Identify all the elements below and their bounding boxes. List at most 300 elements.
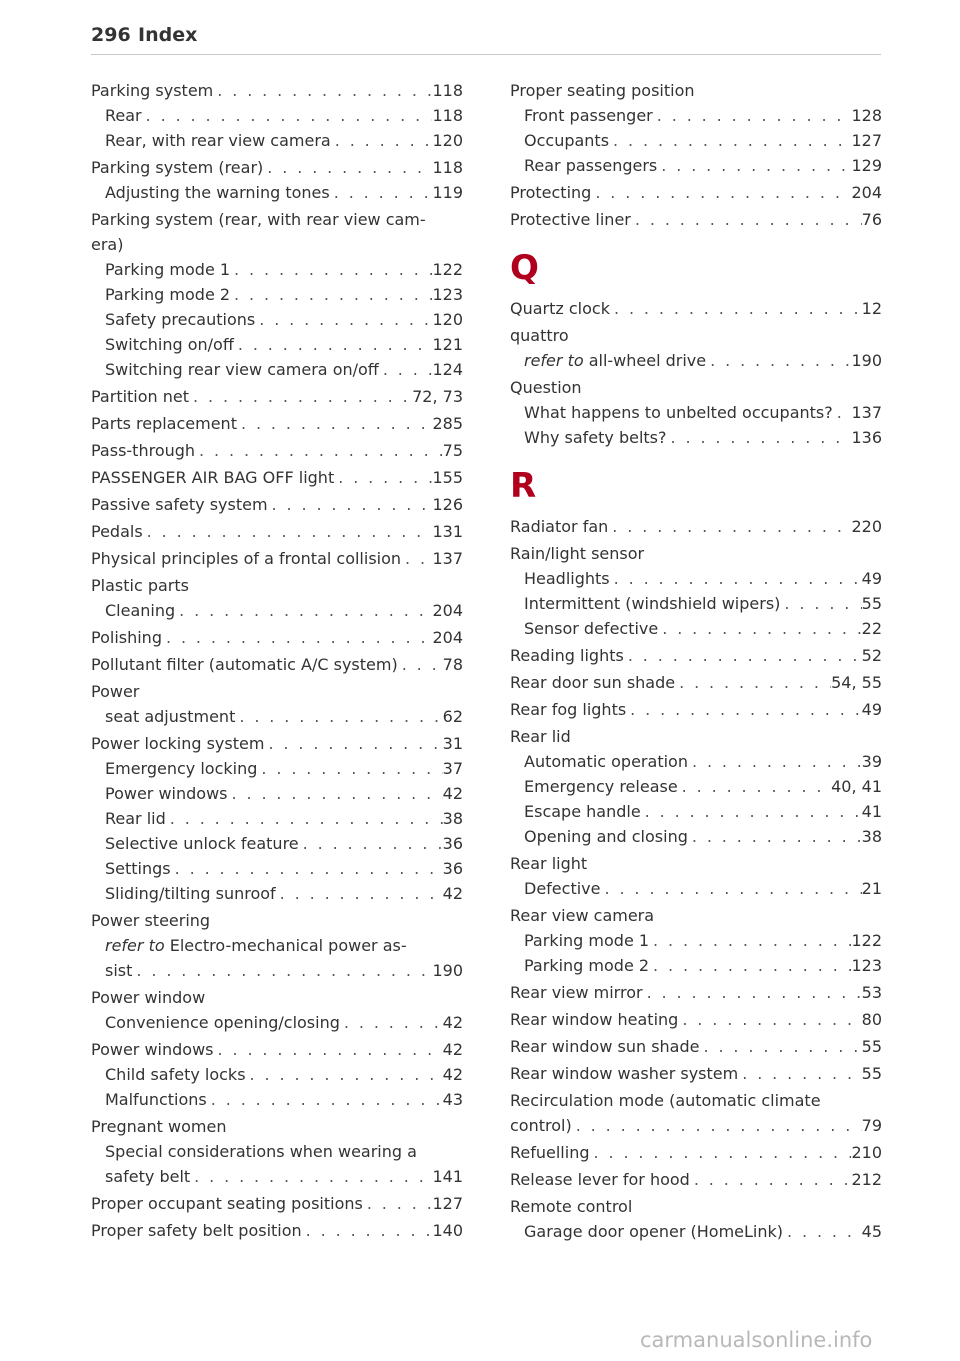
dot-leader [591,180,851,205]
entry-label: Escape handle [524,802,641,821]
entry-text [91,911,210,930]
entry-text [524,616,658,641]
dot-leader [641,799,862,824]
page-reference: 118 [432,158,463,177]
index-entry [510,180,882,205]
entry-text [510,643,624,668]
index-entry [91,519,463,544]
entry-label: Parking system [91,81,214,100]
dot-leader [649,928,851,953]
page-reference: 54, 55 [831,673,882,692]
index-entry [91,232,463,257]
entry-text [524,799,641,824]
index-entry [510,514,882,539]
index-subentry [91,128,463,153]
index-entry [510,1034,882,1059]
dot-leader [590,1140,852,1165]
index-subentry [510,153,882,178]
index-subentry [91,282,463,307]
index-subentry [510,928,882,953]
entry-label: Proper safety belt position [91,1221,302,1240]
page-reference: 31 [442,734,463,753]
index-subentry [91,806,463,831]
dot-leader [675,670,831,695]
entry-label: Parking system (rear, with rear view cam- [91,210,426,229]
entry-text [524,928,649,953]
index-subentry [510,128,882,153]
index-entry [91,155,463,180]
entry-text [510,906,654,925]
index-entry [91,652,463,677]
page-reference: 190 [851,351,882,370]
index-entry [91,207,463,232]
index-entry [510,296,882,321]
entry-label: Garage door opener (HomeLink) [524,1222,784,1241]
dot-leader [626,697,861,722]
index-entry [510,1088,882,1113]
page-reference: 124 [432,360,463,379]
page-reference: 118 [432,106,463,125]
entry-text [105,282,230,307]
index-entry [91,465,463,490]
page-reference: 36 [442,834,463,853]
index-entry [91,573,463,598]
entry-label: Power [91,682,140,701]
entry-text [91,155,263,180]
entry-text [91,411,237,436]
index-subentry [91,781,463,806]
entry-label: Opening and closing [524,827,688,846]
entry-label: Quartz clock [510,299,610,318]
page-reference: 55 [861,1037,882,1056]
page-reference: 36 [442,859,463,878]
entry-label: Special considerations when wearing a [105,1142,417,1161]
page-reference: 49 [861,569,882,588]
page-reference: 126 [432,495,463,514]
entry-label: Adjusting the warning tones [105,183,330,202]
index-entry [510,1113,882,1138]
entry-label: Protective liner [510,210,631,229]
index-subentry [510,425,882,450]
entry-text [105,357,379,382]
index-entry [510,1140,882,1165]
dot-leader [609,128,851,153]
dot-leader [688,824,862,849]
entry-text [91,682,139,701]
index-subentry [91,1087,463,1112]
entry-text [91,731,264,756]
index-entry [510,1007,882,1032]
index-column-right [510,76,882,1244]
entry-label: Passive safety system [91,495,268,514]
page-reference: 53 [861,983,882,1002]
index-subentry [510,876,882,901]
entry-label: Protecting [510,183,592,202]
index-entry [510,323,882,348]
dot-leader [688,749,862,774]
entry-label: Physical principles of a frontal collision [91,549,402,568]
index-entry [91,546,463,571]
index-entry [510,1194,882,1219]
entry-text [510,727,571,746]
entry-text [510,1113,572,1138]
page-reference: 118 [432,81,463,100]
page-reference: 220 [851,517,882,536]
index-entry [91,411,463,436]
page-title: Index [138,24,198,46]
dot-leader [268,492,433,517]
dot-leader [783,1219,862,1244]
entry-label: Proper seating position [510,81,695,100]
entry-text [510,854,587,873]
index-entry [510,207,882,232]
entry-label: Parking system (rear) [91,158,264,177]
index-subentry [91,257,463,282]
page-reference: 120 [432,131,463,150]
entry-text [524,824,688,849]
index-letter-heading: R [510,466,537,506]
entry-label: Parking mode 2 [105,285,231,304]
index-subentry [91,756,463,781]
entry-text [91,438,195,463]
entry-text [91,1117,226,1136]
entry-text [524,425,667,450]
entry-label: Power steering [91,911,211,930]
dot-leader [189,384,412,409]
dot-leader [706,348,851,373]
entry-label: seat adjustment [105,707,236,726]
entry-label: Sensor defective [524,619,659,638]
entry-label: Question [510,378,582,397]
page-reference: 80 [861,1010,882,1029]
index-subentry [91,180,463,205]
index-subentry [510,103,882,128]
index-subentry [91,933,463,958]
page-reference: 137 [851,403,882,422]
dot-leader [649,953,851,978]
entry-text [105,128,331,153]
dot-leader [738,1061,861,1086]
page-reference: 141 [432,1167,463,1186]
entry-text [510,1197,632,1216]
dot-leader [610,296,862,321]
entry-text [524,591,780,616]
entry-label: Parking mode 1 [524,931,650,950]
entry-label: Plastic parts [91,576,189,595]
index-entry [91,731,463,756]
entry-text [510,1091,821,1110]
entry-label: Rear view camera [510,906,655,925]
dot-leader [230,257,432,282]
entry-label: Rear, with rear view camera [105,131,331,150]
entry-label: Power window [91,988,206,1007]
entry-text [105,881,276,906]
index-entry [91,492,463,517]
index-entry [91,1191,463,1216]
entry-label: Rear window sun shade [510,1037,700,1056]
dot-leader [263,155,432,180]
page-reference: 52 [861,646,882,665]
index-subentry [91,103,463,128]
entry-label: Partition net [91,387,190,406]
index-subentry [91,1062,463,1087]
entry-label: Rear lid [105,809,166,828]
dot-leader [600,876,861,901]
dot-leader [162,625,432,650]
dot-leader [143,519,433,544]
entry-text [91,465,334,490]
entry-text [105,180,330,205]
index-subentry [91,881,463,906]
dot-leader [363,1191,433,1216]
page-reference: 62 [442,707,463,726]
page-reference: 128 [851,106,882,125]
entry-text [524,953,649,978]
dot-leader [276,881,443,906]
page-reference: 121 [432,335,463,354]
index-entry [91,1114,463,1139]
entry-label: Rear window washer system [510,1064,739,1083]
entry-text [91,625,162,650]
entry-label: Convenience opening/closing [105,1013,340,1032]
index-subentry [510,774,882,799]
dot-leader [214,1037,443,1062]
entry-label: Rear passengers [524,156,658,175]
entry-text [91,78,213,103]
dot-leader [190,1164,432,1189]
entry-label: Recirculation mode (automatic climate [510,1091,821,1110]
dot-leader [175,598,432,623]
index-entry [91,78,463,103]
page-reference: 210 [851,1143,882,1162]
entry-label: Switching rear view camera on/off [105,360,379,379]
entry-text [510,1061,738,1086]
entry-label: Why safety belts? [524,428,667,447]
entry-text [510,207,631,232]
dot-leader [690,1167,852,1192]
page-reference: 38 [442,809,463,828]
page-reference: 40, 41 [831,777,882,796]
entry-label: Child safety locks [105,1065,246,1084]
entry-text [91,1191,363,1216]
entry-text [510,1167,690,1192]
entry-text [91,384,189,409]
dot-leader [257,756,442,781]
entry-label: Refuelling [510,1143,590,1162]
page-reference: 140 [432,1221,463,1240]
entry-text [524,103,653,128]
entry-text [91,1037,214,1062]
index-entry [91,384,463,409]
index-entry [91,1037,463,1062]
page-reference: 120 [432,310,463,329]
entry-label: Rear window heating [510,1010,679,1029]
entry-text [105,1142,417,1161]
dot-leader [246,1062,443,1087]
entry-text [105,332,234,357]
entry-label: Rear light [510,854,588,873]
page-reference: 119 [432,183,463,202]
entry-text [510,514,608,539]
entry-label: PASSENGER AIR BAG OFF light [91,468,335,487]
entry-text [105,756,257,781]
page-reference: 21 [861,879,882,898]
entry-label: Safety precautions [105,310,256,329]
page-reference: 122 [851,931,882,950]
page-reference: 204 [432,601,463,620]
entry-label: Radiator fan [510,517,609,536]
entry-label: era) [91,235,124,254]
entry-text [510,81,695,100]
page-reference: 131 [432,522,463,541]
entry-label: Parts replacement [91,414,237,433]
index-entry [510,1061,882,1086]
dot-leader [667,425,852,450]
entry-text [510,1007,678,1032]
entry-text [105,1010,340,1035]
index-entry [510,643,882,668]
page-reference: 38 [861,827,882,846]
index-subentry [510,566,882,591]
entry-text [91,576,189,595]
dot-leader [631,207,862,232]
page-reference: 155 [432,468,463,487]
entry-text [510,670,675,695]
page-reference: 136 [851,428,882,447]
entry-label: Power locking system [91,734,265,753]
entry-text [524,153,657,178]
index-subentry [510,400,882,425]
entry-label: quattro [510,326,569,345]
entry-text [524,400,833,425]
dot-leader [643,980,862,1005]
page-reference: 72, 73 [412,387,463,406]
entry-text [105,1062,246,1087]
dot-leader [833,400,852,425]
entry-text [510,1140,590,1165]
index-subentry [510,953,882,978]
dot-leader [132,958,432,983]
page-reference: 42 [442,884,463,903]
dot-leader [658,616,861,641]
page-reference: 55 [861,594,882,613]
entry-text [105,704,235,729]
entry-text [524,128,609,153]
entry-label: Sliding/tilting sunroof [105,884,276,903]
index-subentry [91,598,463,623]
entry-text [524,1219,783,1244]
index-entry [91,908,463,933]
page-reference: 41 [861,802,882,821]
index-subentry [91,1139,463,1164]
entry-label: Polishing [91,628,162,647]
dot-leader [379,357,433,382]
index-entry [91,625,463,650]
index-entry [510,851,882,876]
index-entry [510,1167,882,1192]
page-reference: 127 [432,1194,463,1213]
dot-leader [302,1218,433,1243]
page-reference: 127 [851,131,882,150]
entry-label: Rear view mirror [510,983,643,1002]
dot-leader [166,806,443,831]
entry-label: Rear lid [510,727,571,746]
entry-text [105,856,171,881]
page-reference: 45 [861,1222,882,1241]
page-reference: 75 [442,441,463,460]
page-reference: 212 [851,1170,882,1189]
entry-label: Emergency release [524,777,678,796]
entry-text [524,566,610,591]
refer-to-label: refer to [524,351,584,370]
entry-label: all-wheel drive [583,351,707,370]
entry-label: Front passenger [524,106,653,125]
entry-text [91,652,398,677]
entry-text [510,378,582,397]
page-reference: 49 [861,700,882,719]
entry-text [91,988,205,1007]
dot-leader [653,103,852,128]
index-subentry [510,749,882,774]
index-entry [510,697,882,722]
index-subentry [510,824,882,849]
entry-label: Intermittent (windshield wipers) [524,594,781,613]
entry-label: Pregnant women [91,1117,227,1136]
page-reference: 129 [851,156,882,175]
dot-leader [330,180,433,205]
page-header [91,24,881,55]
dot-leader [331,128,433,153]
entry-label: safety belt [105,1167,191,1186]
dot-leader [171,856,443,881]
index-subentry [91,831,463,856]
watermark: carmanualsonline.info [640,1328,873,1352]
refer-to-label: refer to [105,936,165,955]
page-reference: 43 [442,1090,463,1109]
entry-label: What happens to unbelted occupants? [524,403,833,422]
page-reference: 204 [432,628,463,647]
page-reference: 55 [861,1064,882,1083]
entry-text [105,1164,190,1189]
entry-label: Cleaning [105,601,176,620]
index-column-left [91,76,463,1243]
entry-text [510,326,569,345]
page-reference: 78 [442,655,463,674]
dot-leader [213,78,432,103]
index-subentry [91,1164,463,1189]
entry-label: Parking mode 2 [524,956,650,975]
entry-label: Proper occupant seating positions [91,1194,363,1213]
entry-text [105,936,407,955]
entry-label: Release lever for hood [510,1170,690,1189]
page-reference: 190 [432,961,463,980]
index-subentry [91,332,463,357]
entry-text [105,598,175,623]
dot-leader [608,514,851,539]
entry-label: sist [105,961,133,980]
dot-leader [398,652,443,677]
dot-leader [207,1087,443,1112]
entry-text [105,831,299,856]
dot-leader [340,1010,443,1035]
page-reference: 42 [442,1013,463,1032]
entry-label: Power windows [105,784,228,803]
entry-label: Pedals [91,522,143,541]
page-reference: 123 [851,956,882,975]
entry-label: Emergency locking [105,759,258,778]
index-subentry [91,704,463,729]
dot-leader [334,465,432,490]
